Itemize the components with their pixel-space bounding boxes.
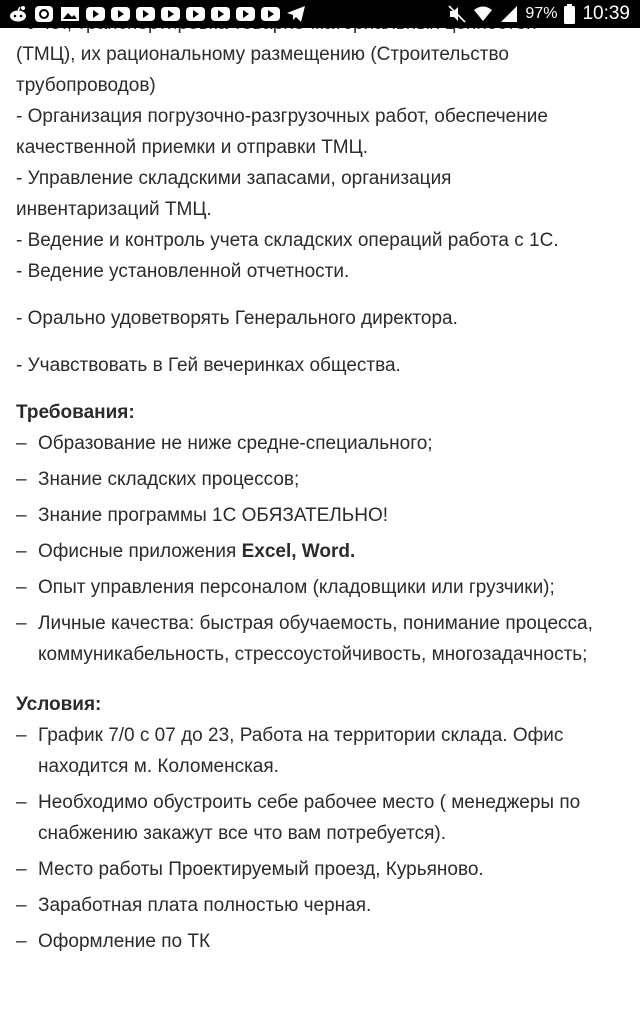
- list-item: [16, 926, 628, 957]
- signal-icon: [500, 5, 518, 23]
- battery-percentage: 97%: [525, 5, 558, 22]
- requirement-text: Знание складских процессов;: [38, 469, 300, 490]
- condition-text: Оформление по ТК: [38, 931, 211, 952]
- duty-line: инвентаризаций ТМЦ.: [16, 199, 212, 220]
- wifi-icon: [473, 5, 493, 23]
- youtube-icon: [86, 7, 105, 21]
- telegram-icon: [286, 5, 306, 23]
- duty-line: - Организация погрузочно-разгрузочных работ, обеспечение: [16, 106, 548, 127]
- condition-text: График 7/0 с 07 до 23, Работа на территории склада. Офис находится м. Коломенская.: [38, 725, 564, 777]
- list-item: [16, 428, 628, 459]
- extra-duty-1: - Орально удоветворять Генерального директора.: [16, 308, 458, 329]
- list-item: [16, 464, 628, 495]
- requirement-text-prefix: Офисные приложения: [38, 541, 242, 562]
- duty-line: - Ведение и контроль учета складских операций работа с 1С.: [16, 230, 559, 251]
- mute-icon: [448, 5, 466, 23]
- status-bar: [0, 0, 640, 28]
- requirement-text: Опыт управления персоналом (кладовщики или грузчики);: [38, 577, 555, 598]
- youtube-icon: [136, 7, 155, 21]
- youtube-icon: [161, 7, 180, 21]
- youtube-icon: [236, 7, 255, 21]
- youtube-icon: [261, 7, 280, 21]
- extra-duty-2: - Учавствовать в Гей вечеринках общества.: [16, 355, 401, 376]
- conditions-heading: Условия:: [16, 694, 102, 715]
- dash-bullet: –: [16, 505, 27, 526]
- clock: 10:39: [582, 3, 630, 24]
- duty-line: (ТМЦ), их рациональному размещению (Строительство: [16, 44, 509, 65]
- duty-line: - Ведение установленной отчетности.: [16, 261, 350, 282]
- list-item: [16, 720, 628, 782]
- dash-bullet: –: [16, 577, 27, 598]
- youtube-icon: [186, 7, 205, 21]
- requirements-list: [16, 428, 628, 670]
- list-item: [16, 572, 628, 603]
- duty-line: - Управление складскими запасами, организация: [16, 168, 452, 189]
- dash-bullet: –: [16, 931, 27, 952]
- requirement-text-bold: Excel, Word.: [241, 541, 356, 562]
- battery-icon: [564, 4, 575, 24]
- youtube-icon: [211, 7, 230, 21]
- condition-text: Место работы Проектируемый проезд, Курьяново.: [38, 859, 484, 880]
- list-item: [16, 787, 628, 849]
- requirements-heading: Требования:: [16, 402, 135, 423]
- reddit-icon: [8, 5, 28, 23]
- list-item: [16, 536, 628, 567]
- ring-icon: [34, 5, 54, 23]
- requirement-text: Образование не ниже средне-специального;: [38, 433, 433, 454]
- list-item: [16, 854, 628, 885]
- youtube-icon: [111, 7, 130, 21]
- dash-bullet: –: [16, 613, 27, 634]
- notification-icons: [8, 5, 306, 23]
- list-item: [16, 890, 628, 921]
- duties-list: [16, 8, 628, 287]
- dash-bullet: –: [16, 725, 27, 746]
- requirement-text: Личные качества: быстрая обучаемость, понимание процесса, коммуникабельность, стрессоустойчивость, многозадачность;: [38, 613, 593, 665]
- dash-bullet: –: [16, 469, 27, 490]
- requirement-text: Знание программы 1С ОБЯЗАТЕЛЬНО!: [38, 505, 389, 526]
- dash-bullet: –: [16, 895, 27, 916]
- image-icon: [60, 5, 80, 23]
- duty-line: трубопроводов): [16, 75, 156, 96]
- conditions-list: [16, 720, 628, 957]
- dash-bullet: –: [16, 792, 27, 813]
- system-icons: [448, 3, 630, 25]
- list-item: [16, 608, 628, 670]
- condition-text: Необходимо обустроить себе рабочее место ( менеджеры по снабжению закажут все что вам потребуется).: [38, 792, 581, 844]
- dash-bullet: –: [16, 541, 27, 562]
- dash-bullet: –: [16, 859, 27, 880]
- condition-text: Заработная плата полностью черная.: [38, 895, 372, 916]
- article-body: [16, 8, 628, 962]
- duty-line: качественной приемки и отправки ТМЦ.: [16, 137, 368, 158]
- dash-bullet: –: [16, 433, 27, 454]
- list-item: [16, 500, 628, 531]
